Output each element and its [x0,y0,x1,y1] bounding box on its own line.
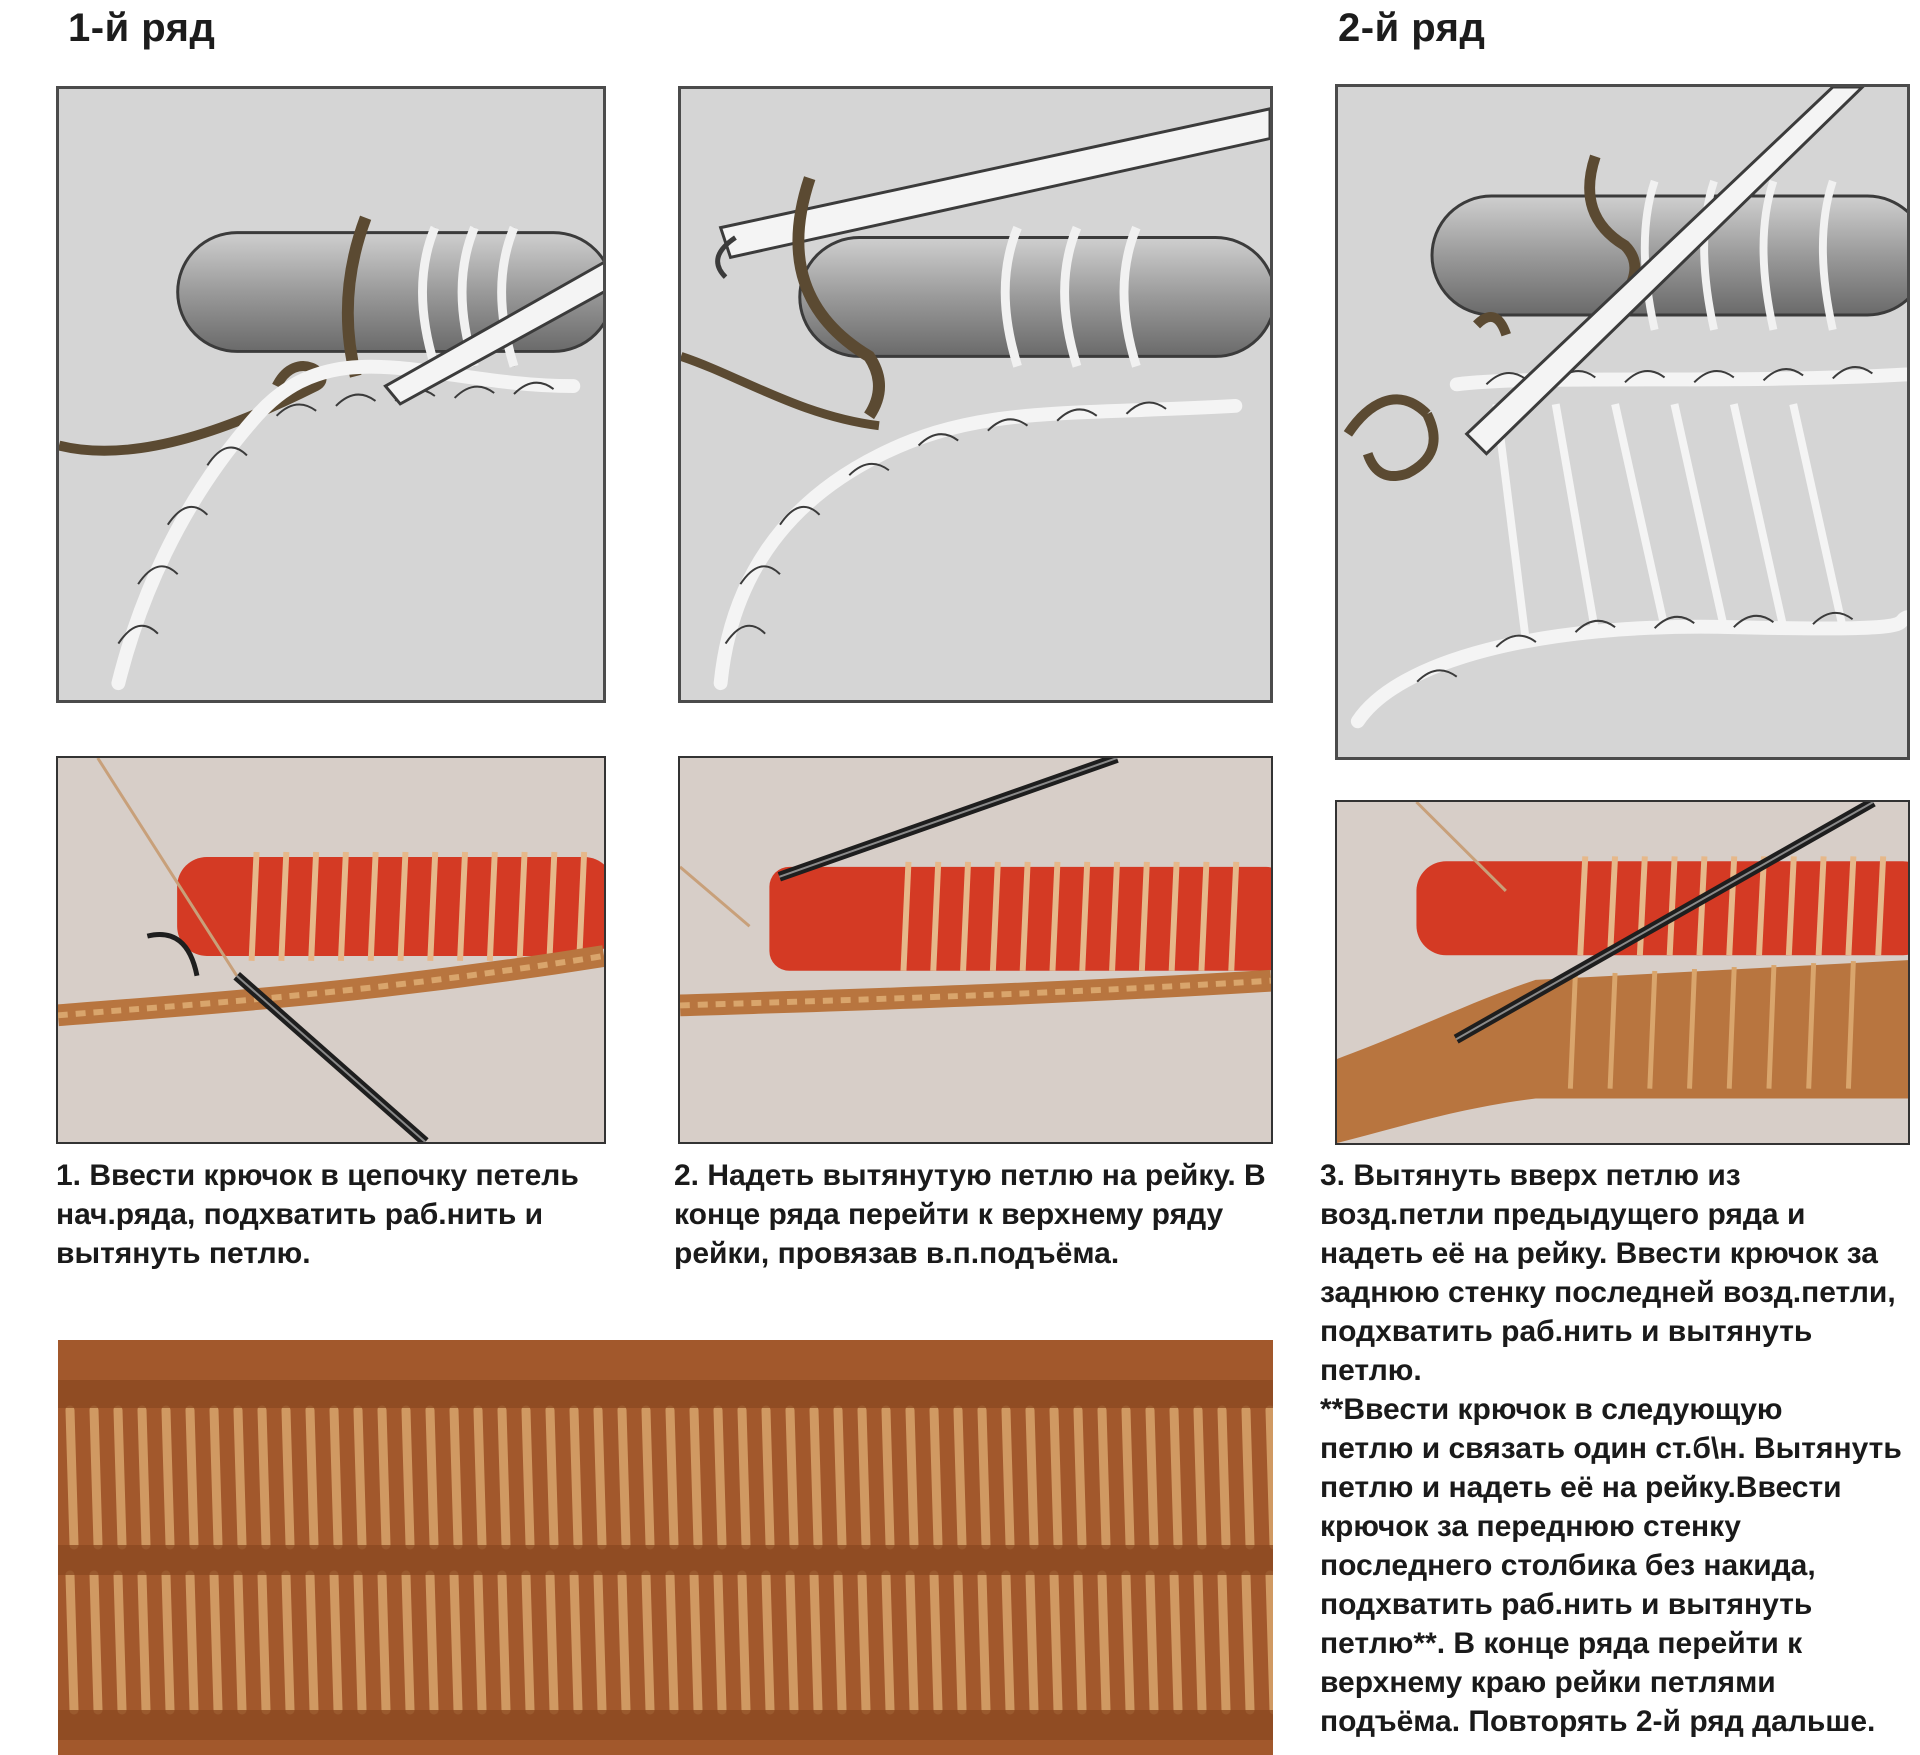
step-2-drawing [678,86,1273,703]
step-1-drawing [56,86,606,703]
caption-line: **Ввести крючок в следующую [1320,1393,1783,1426]
row-2-heading: 2-й ряд [1338,6,1486,50]
finished-swatch-photo [58,1340,1273,1755]
step-2-photo [678,756,1273,1144]
caption-line: конце ряда перейти к верхнему ряду [674,1198,1224,1231]
caption-line: подъёма. Повторять 2-й ряд дальше. [1320,1705,1876,1738]
caption-line: последнего столбика без накида, [1320,1549,1816,1582]
caption-line: 2. Надеть вытянутую петлю на рейку. В [674,1159,1266,1192]
caption-line: 1. Ввести крючок в цепочку петель [56,1159,579,1192]
caption-line: петлю и надеть её на рейку.Ввести [1320,1471,1842,1504]
caption-line: 3. Вытянуть вверх петлю из [1320,1159,1741,1192]
step-3-drawing [1335,84,1910,760]
step-2-caption [674,1156,1284,1273]
step-3-caption [1320,1156,1915,1741]
step-1-caption [56,1156,616,1273]
caption-line: верхнему краю рейки петлями [1320,1666,1776,1699]
caption-line: нач.ряда, подхватить раб.нить и [56,1198,544,1231]
caption-line: рейки, провязав в.п.подъёма. [674,1237,1120,1270]
step-1-photo [56,756,606,1144]
caption-line: подхватить раб.нить и вытянуть [1320,1588,1813,1621]
caption-line: надеть её на рейку. Ввести крючок за [1320,1237,1878,1270]
caption-line: петлю**. В конце ряда перейти к [1320,1627,1803,1660]
caption-line: возд.петли предыдущего ряда и [1320,1198,1806,1231]
caption-line: крючок за переднюю стенку [1320,1510,1741,1543]
step-3-photo [1335,800,1910,1145]
caption-line: петлю и связать один ст.б\н. Вытянуть [1320,1432,1902,1465]
caption-line: заднюю стенку последней возд.петли, [1320,1276,1896,1309]
caption-line: подхватить раб.нить и вытянуть петлю. [1320,1315,1813,1387]
row-1-heading: 1-й ряд [68,6,216,50]
caption-line: вытянуть петлю. [56,1237,311,1270]
